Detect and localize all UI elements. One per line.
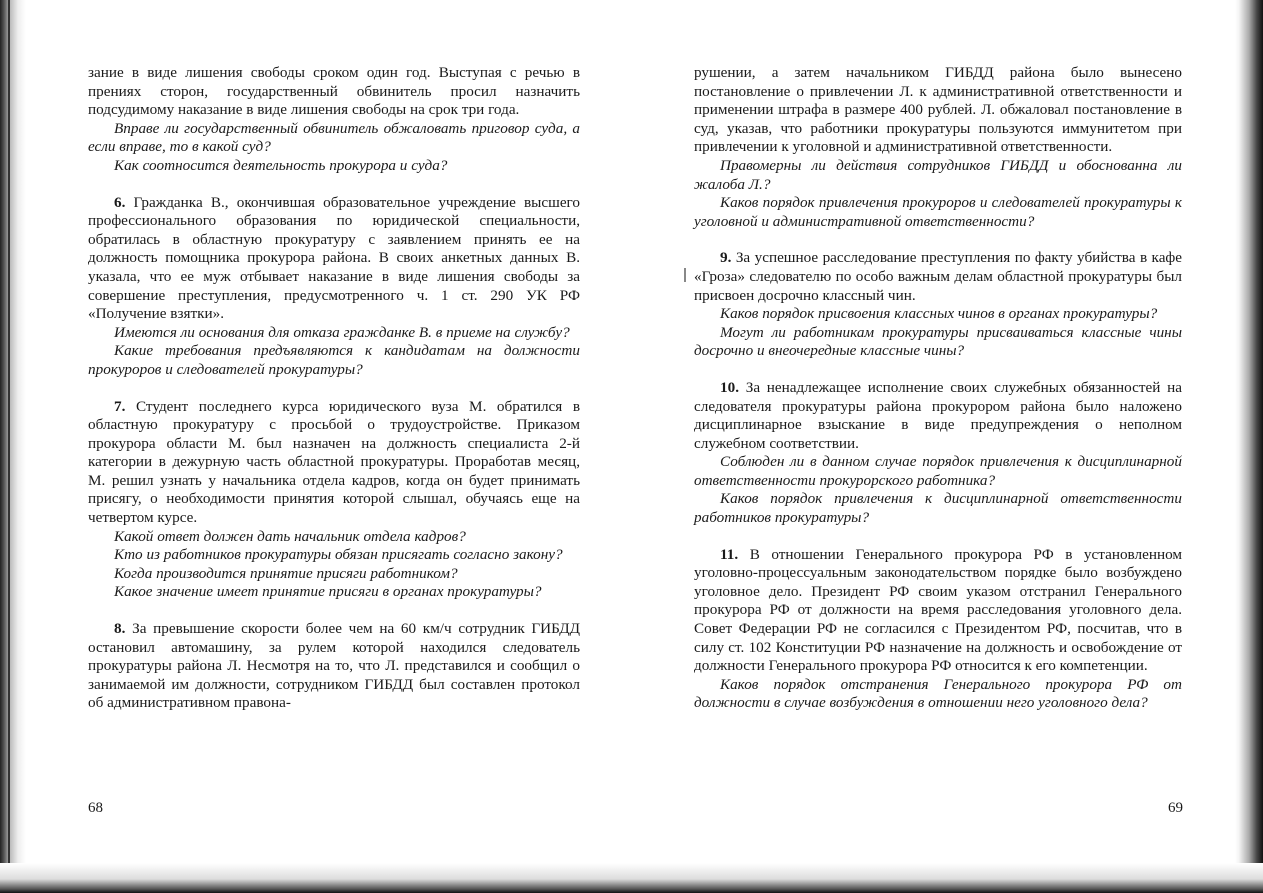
paragraph-gap [694, 231, 1182, 249]
paragraph-text: Вправе ли государственный обвинитель обжаловать приговор суда, а если вправе, то в какой суд? [88, 119, 580, 156]
question [694, 676, 1182, 713]
left-page-text [88, 64, 580, 713]
paragraph-gap [88, 380, 580, 398]
paragraph-text: За превышение скорости более чем на 60 км/ч сотрудник ГИБДД остановил автомашину, за рулем которой находился следователь прокуратуры района Л. Несмотря на то, что Л. представился и сообщил о занимаемой им должности, сотрудником ГИБДД был составлен протокол об административном правона- [88, 620, 581, 712]
paragraph-text: Гражданка В., окончившая образовательное учреждение высшего профессионального образования по юридической специальности, обратилась в областную прокуратуру с заявлением принять ее на должность помощника прокурора района. В своих анкетных данных В. указала, что ее муж отбывает наказание в виде лишения свободы за совершение преступления, предусмотренного ч. 1 ст. 290 УК РФ «Получение взятки». [88, 193, 580, 323]
right-page-text [694, 64, 1182, 713]
question [694, 490, 1182, 527]
page-edge-shadow-bottom [0, 863, 1263, 893]
problem-number: 7. [114, 397, 126, 415]
paragraph-text: Имеются ли основания для отказа гражданке В. в приеме на службу? [114, 323, 570, 341]
page-number-left: 68 [88, 800, 103, 816]
text-paragraph [694, 64, 1182, 157]
question [88, 583, 580, 602]
page-number-right: 69 [1168, 800, 1183, 816]
question [694, 194, 1182, 231]
paragraph-text: Кто из работников прокуратуры обязан присягать согласно закону? [114, 546, 563, 564]
problem-number: 10. [720, 378, 739, 396]
question [694, 453, 1182, 490]
question [88, 528, 580, 547]
paragraph-text: За успешное расследование преступления по факту убийства в кафе «Гроза» следователю по особо важным делам областной прокуратуры был присвоен досрочно классный чин. [694, 249, 1183, 304]
paragraph-text: В отношении Генерального прокурора РФ в установленном уголовно-процессуальным законодательством порядке было возбуждено уголовное дело. Президент РФ своим указом отстранил Генерального прокурора РФ от должности на время расследования уголовного дела. Совет Федерации РФ не согласился с Президентом РФ, посчитав, что в силу ст. 102 Конституции РФ назначение на должность и освобождение от должности Генерального прокурора РФ относится к его компетенции. [694, 545, 1183, 675]
paragraph-text: Какой ответ должен дать начальник отдела кадров? [114, 527, 466, 545]
paragraph-text: Когда производится принятие присяги работником? [114, 564, 458, 582]
text-paragraph [88, 64, 580, 120]
page-edge-shadow-right [1235, 0, 1263, 893]
paragraph-text: Каков порядок привлечения к дисциплинарной ответственности работников прокуратуры? [694, 490, 1182, 527]
paragraph-text: Каков порядок отстранения Генерального прокурора РФ от должности в случае возбуждения в отношении него уголовного дела? [694, 675, 1182, 712]
question [88, 120, 580, 157]
problem-number: 11. [720, 545, 739, 563]
question [694, 157, 1182, 194]
problem-paragraph [694, 546, 1182, 676]
paragraph-text: Какие требования предъявляются к кандидатам на должности прокуроров и следователей прокуратуры? [88, 342, 580, 378]
binding-shadow-left [0, 0, 26, 893]
question [694, 305, 1182, 324]
paragraph-text: рушении, а затем начальником ГИБДД района было вынесено постановление о привлечении Л. к административной ответственности и применении штрафа в размере 400 рублей. Л. обжаловал постановление в суд, указав, что работники прокуратуры пользуются иммунитетом при привлечении к уголовной и административной ответственности. [694, 64, 1182, 156]
problem-number: 8. [114, 620, 126, 638]
paragraph-gap [88, 176, 580, 194]
paragraph-gap [694, 361, 1182, 379]
problem-number: 6. [114, 193, 126, 211]
paragraph-text: За ненадлежащее исполнение своих служебных обязанностей на следователя прокуратуры района прокурором района было наложено дисциплинарное взыскание в виде предупреждения о неполном служебном соответствии. [694, 378, 1182, 452]
margin-mark [684, 268, 686, 282]
paragraph-text: Могут ли работникам прокуратуры присваиваться классные чины досрочно и внеочередные классные чины? [694, 323, 1182, 360]
paragraph-text: Какое значение имеет принятие присяги в органах прокуратуры? [114, 583, 542, 601]
problem-paragraph [88, 194, 580, 324]
paragraph-text: Соблюден ли в данном случае порядок привлечения к дисциплинарной ответственности прокурорского работника? [694, 453, 1182, 489]
question [88, 324, 580, 343]
question [88, 157, 580, 176]
paragraph-text: Правомерны ли действия сотрудников ГИБДД и обоснованна ли жалоба Л.? [694, 156, 1182, 193]
question [88, 565, 580, 584]
problem-paragraph [694, 379, 1182, 453]
problem-paragraph [694, 249, 1182, 305]
paragraph-gap [694, 528, 1182, 546]
paragraph-text: Каков порядок привлечения прокуроров и следователей прокуратуры к уголовной и административной ответственности? [694, 194, 1182, 230]
question [88, 546, 580, 565]
question [88, 342, 580, 379]
paragraph-gap [88, 602, 580, 620]
paragraph-text: Студент последнего курса юридического вуза М. обратился в областную прокуратуру с просьбой о трудоустройстве. Приказом прокурора области М. был назначен на должность специалиста 2-й категории в дежурную часть областной прокуратуры. Проработав месяц, М. решил узнать у начальника отдела кадров, когда он будет принимать присягу, о необходимости принятия которой слышал, обучаясь еще на четвертом курсе. [88, 397, 580, 527]
paragraph-text: Каков порядок присвоения классных чинов в органах прокуратуры? [720, 305, 1158, 323]
problem-number: 9. [720, 249, 732, 267]
question [694, 324, 1182, 361]
paragraph-text: зание в виде лишения свободы сроком один год. Выступая с речью в прениях сторон, государственный обвинитель просил назначить подсудимому наказание в виде лишения свободы на срок три года. [88, 64, 580, 119]
problem-paragraph [88, 398, 580, 528]
paragraph-text: Как соотносится деятельность прокурора и суда? [114, 156, 448, 174]
problem-paragraph [88, 620, 580, 713]
